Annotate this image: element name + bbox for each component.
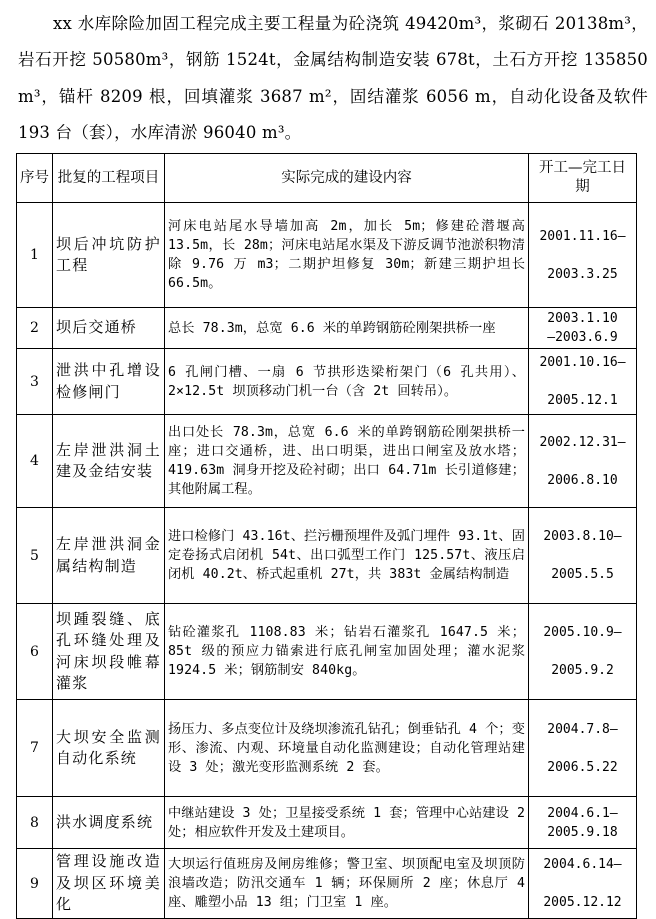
- row-no: 4: [17, 415, 53, 508]
- table-row: [17, 700, 637, 797]
- works-table: [16, 153, 637, 919]
- row-project: 左岸泄洪洞土建及金结安装: [53, 415, 165, 508]
- row-project: 坝踵裂缝、底孔环缝处理及河床坝段帷幕灌浆: [53, 604, 165, 700]
- row-no: 6: [17, 604, 53, 700]
- row-no: 1: [17, 203, 53, 308]
- header-no: 序号: [17, 154, 53, 203]
- date-start: 2005.10.9—: [543, 625, 622, 640]
- date-start: 2004.7.8—: [547, 721, 618, 737]
- row-date: [529, 604, 637, 700]
- table-header-row: [17, 154, 637, 203]
- row-content: 钻砼灌浆孔 1108.83 米；钻岩石灌浆孔 1647.5 米；85t 级的预应力锚索进行底孔闸室加固处理；灌水泥浆 1924.5 米；钢筋制安 840kg。: [165, 604, 529, 700]
- date-start: 2004.6.1—: [547, 805, 618, 821]
- row-content: 中继站建设 3 处；卫星接受系统 1 套；管理中心站建设 2 处；相应软件开发及土建项目。: [165, 797, 529, 849]
- table-row: [17, 797, 637, 849]
- row-content: 6 孔闸门槽、一扇 6 节拱形迭梁桁架门（6 孔共用）、2×12.5t 坝顶移动门机一台（含 2t 回转吊）。: [165, 349, 529, 415]
- row-date: [529, 203, 637, 308]
- row-date: [529, 508, 637, 604]
- table-row: [17, 308, 637, 349]
- row-no: 3: [17, 349, 53, 415]
- row-date: [529, 349, 637, 415]
- row-project: 坝后冲坑防护工程: [53, 203, 165, 308]
- intro-paragraph: [18, 6, 648, 152]
- intro-text: xx 水库除险加固工程完成主要工程量为砼浇筑 49420m³，浆砌石 20138m³，岩石开挖 50580m³，钢筋 1524t，金属结构制造安装 678t，土石方开挖 135850 m³，锚杆 8209 根，回填灌浆 3687 m²，固结灌浆 6056 m，自动化设备及软件 193 台（套），水库清淤 96040 m³。: [18, 14, 648, 143]
- row-project: 左岸泄洪洞金属结构制造: [53, 508, 165, 604]
- row-date: [529, 415, 637, 508]
- table-row: [17, 849, 637, 919]
- row-no: 5: [17, 508, 53, 604]
- date-end: 2005.5.5: [551, 567, 614, 582]
- row-no: 8: [17, 797, 53, 849]
- table-row: [17, 508, 637, 604]
- row-project: 管理设施改造及坝区环境美化: [53, 849, 165, 919]
- date-end: 2005.9.2: [551, 663, 614, 678]
- table-row: [17, 415, 637, 508]
- date-end: —2003.6.9: [547, 330, 618, 345]
- date-end: 2005.12.12: [543, 895, 622, 910]
- date-end: 2003.3.25: [547, 266, 618, 282]
- date-start: 2002.12.31—: [539, 434, 626, 450]
- row-project: 大坝安全监测自动化系统: [53, 700, 165, 797]
- header-content: 实际完成的建设内容: [165, 154, 529, 203]
- date-end: 2005.12.1: [547, 393, 618, 408]
- row-date: [529, 308, 637, 349]
- row-content: 扬压力、多点变位计及绕坝渗流孔钻孔；倒垂钻孔 4 个；变形、渗流、内观、环境量自动化监测建设；自动化管理站建设 3 处；激光变形监测系统 2 套。: [165, 700, 529, 797]
- date-end: 2005.9.18: [547, 824, 618, 840]
- date-end: 2006.8.10: [547, 472, 618, 488]
- row-date: [529, 797, 637, 849]
- date-end: 2006.5.22: [547, 759, 618, 775]
- row-project: 坝后交通桥: [53, 308, 165, 349]
- table-row: [17, 604, 637, 700]
- row-no: 7: [17, 700, 53, 797]
- row-date: [529, 849, 637, 919]
- date-start: 2003.1.10: [547, 311, 618, 326]
- table-row: [17, 203, 637, 308]
- row-content: 河床电站尾水导墙加高 2m，加长 5m；修建砼潜堰高 13.5m，长 28m；河床电站尾水渠及下游反调节池淤积物清除 9.76 万 m3；二期护坦修复 30m；新建三期护坦长 66.5m。: [165, 203, 529, 308]
- row-content: 大坝运行值班房及闸房维修；警卫室、坝顶配电室及坝顶防浪墙改造；防汛交通车 1 辆；环保厕所 2 座；休息厅 4 座、雕塑小品 13 组；门卫室 1 座。: [165, 849, 529, 919]
- date-start: 2004.6.14—: [543, 857, 622, 872]
- header-date: 开工—完工日期: [529, 154, 637, 203]
- date-start: 2001.11.16—: [539, 228, 626, 244]
- row-date: [529, 700, 637, 797]
- row-project: 洪水调度系统: [53, 797, 165, 849]
- row-content: 进口检修门 43.16t、拦污栅预埋件及弧门埋件 93.1t、固定卷扬式启闭机 54t、出口弧型工作门 125.57t、液压启闭机 40.2t、桥式起重机 27t，共 383t 金属结构制造: [165, 508, 529, 604]
- row-no: 9: [17, 849, 53, 919]
- date-start: 2001.10.16—: [539, 355, 626, 370]
- table-row: [17, 349, 637, 415]
- header-project: 批复的工程项目: [53, 154, 165, 203]
- row-project: 泄洪中孔增设检修闸门: [53, 349, 165, 415]
- date-start: 2003.8.10—: [543, 529, 622, 544]
- row-content: 总长 78.3m，总宽 6.6 米的单跨钢筋砼刚架拱桥一座: [165, 308, 529, 349]
- row-content: 出口处长 78.3m，总宽 6.6 米的单跨钢筋砼刚架拱桥一座；进口交通桥，进、出口明渠，进出口闸室及放水塔；419.63m 洞身开挖及砼衬砌；出口 64.71m 长引道修建；其他附属工程。: [165, 415, 529, 508]
- row-no: 2: [17, 308, 53, 349]
